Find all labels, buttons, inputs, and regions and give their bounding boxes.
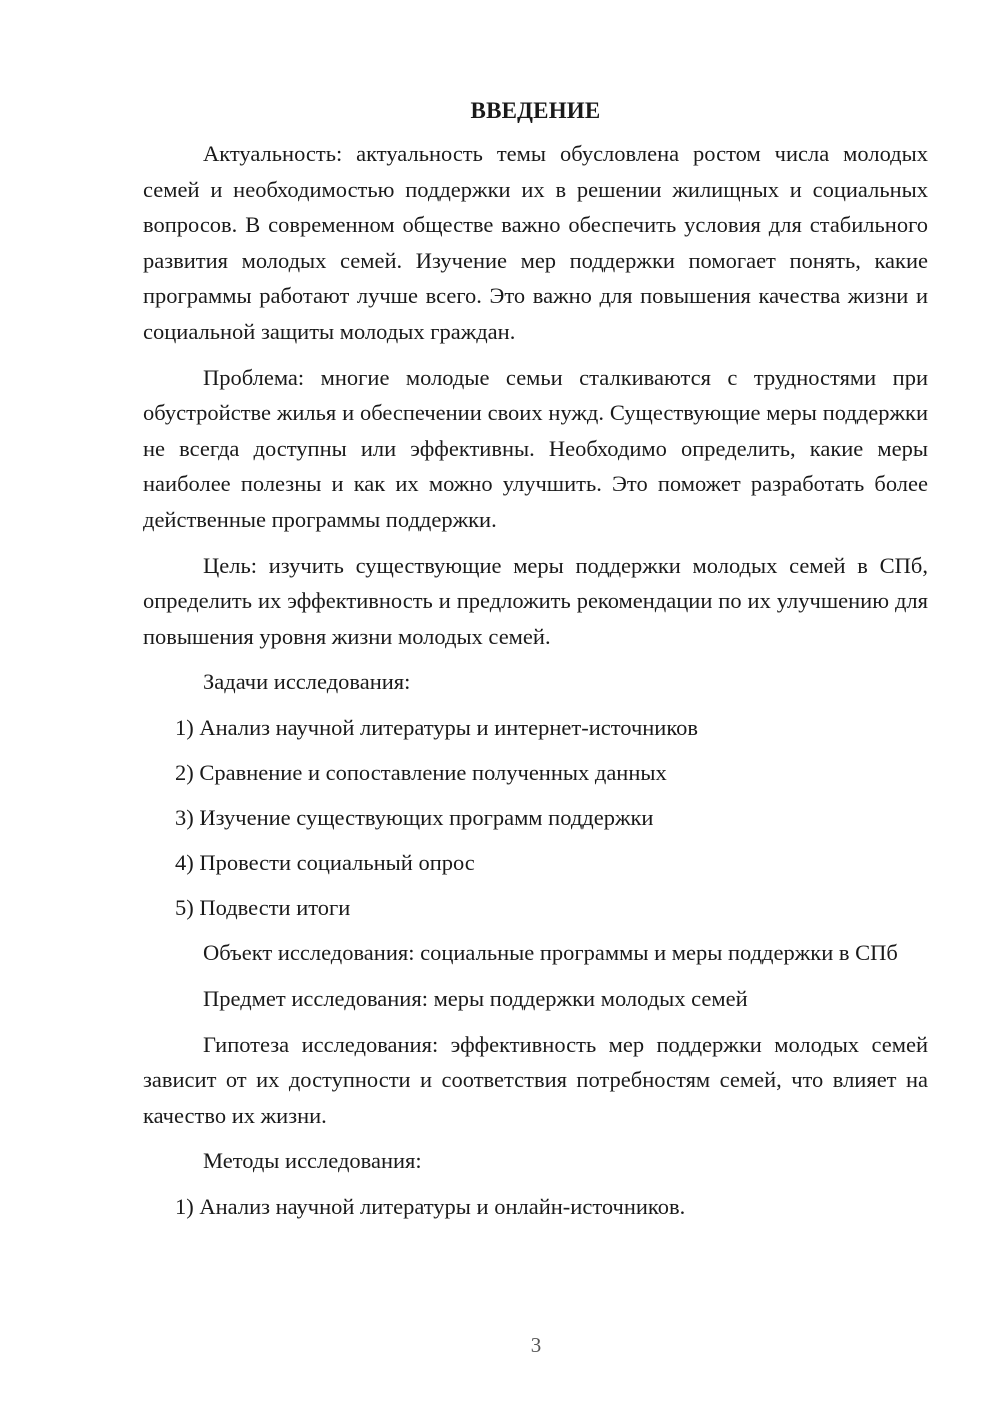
problem-paragraph: Проблема: многие молодые семьи сталкиваются с трудностями при обустройстве жилья и обеспечении своих нужд. Существующие меры поддержки не всегда доступны или эффективны. Необходимо определить, какие меры наиболее полезны и как их можно улучшить. Это поможет разработать более действенные программы поддержки. bbox=[143, 364, 928, 532]
relevance-paragraph: Актуальность: актуальность темы обусловлена ростом числа молодых семей и необходимостью поддержки их в решении жилищных и социальных вопросов. В современном обществе важно обеспечить условия для стабильного развития молодых семей. Изучение мер поддержки помогает понять, какие программы работают лучше всего. Это важно для повышения качества жизни и социальной защиты молодых граждан. bbox=[143, 141, 928, 344]
document-page bbox=[143, 96, 928, 1234]
tasks-list bbox=[143, 710, 928, 926]
list-item: 5) Подвести итоги bbox=[175, 895, 351, 921]
methods-heading: Методы исследования: bbox=[203, 1148, 422, 1174]
list-item: 1) Анализ научной литературы и онлайн-источников. bbox=[175, 1193, 686, 1219]
hypothesis-paragraph: Гипотеза исследования: эффективность мер поддержки молодых семей зависит от их доступности и соответствия потребностям семей, что влияет на качество их жизни. bbox=[143, 1031, 928, 1128]
tasks-heading: Задачи исследования: bbox=[203, 669, 411, 695]
list-item: 2) Сравнение и сопоставление полученных данных bbox=[175, 760, 667, 785]
list-item: 4) Провести социальный опрос bbox=[175, 850, 475, 876]
object-paragraph: Объект исследования: социальные программы и меры поддержки в СПб bbox=[203, 940, 898, 966]
list-item: 1) Анализ научной литературы и интернет-источников bbox=[175, 714, 699, 740]
goal-paragraph: Цель: изучить существующие меры поддержки молодых семей в СПб, определить их эффективность и предложить рекомендации по их улучшению для повышения уровня жизни молодых семей. bbox=[143, 552, 928, 649]
list-item: 3) Изучение существующих программ поддержки bbox=[175, 805, 654, 831]
section-heading: ВВЕДЕНИЕ bbox=[470, 98, 601, 123]
page-number: 3 bbox=[530, 1333, 542, 1357]
subject-paragraph: Предмет исследования: меры поддержки молодых семей bbox=[203, 985, 748, 1011]
methods-list bbox=[143, 1189, 928, 1225]
